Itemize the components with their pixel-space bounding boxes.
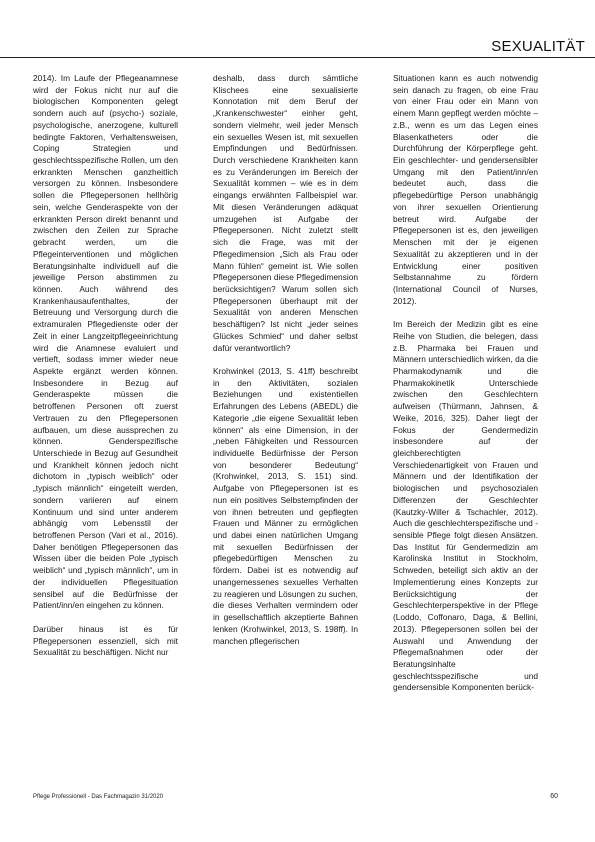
paragraph: Darüber hinaus ist es für Pflegepersonen essenziell, sich mit Sexualität zu beschäftigen. Nicht nur bbox=[33, 623, 178, 658]
paragraph: deshalb, dass durch sämtliche Klischees eine sexualisierte Konnotation mit dem Beruf der „Krankenschwester“ einher geht, sondern vielmehr, weil jeder Mensch ein sexuelles Wesen ist, mit sexuellen Empfindungen und Bedürfnissen. Durch verschiedene Krankheiten kann es zu Veränderungen im Bereich der Sexualität kommen – wie es in dem eingangs erwähnten Fallbeispiel war. Mit diesen Veränderungen adäquat umzugehen ist Aufgabe der Pflegepersonen. Nicht zuletzt stellt sich die Frage, was mit der Pflegedimension „Sich als Frau oder Mann fühlen“ gemeint ist. Wie sollen Pflegepersonen diese Pflegedimension berücksichtigen? Warum sollen sich Pflegepersonen überhaupt mit der Sexualität von anderen Menschen beschäftigen? Ist nicht „jeder seines Glückes Schmied“ und daher selbst dafür verantwortlich? bbox=[213, 73, 358, 353]
paragraph: Situationen kann es auch notwendig sein danach zu fragen, ob eine Frau von einer Frau oder ein Mann von einem Mann gepflegt werden möchte – z.B., wenn es um das Legen eines Blasenkatheters oder die Durchführung der Körperpflege geht. Ein geschlechter- und gendersensibler Umgang mit den Patient/inn/en bedeutet auch, dass die pflegebedürftige Person unabhängig von ihrer sexuellen Orientierung betreut wird. Aufgabe der Pflegepersonen ist es, den jeweiligen Menschen mit der je eigenen Sexualität zu akzeptieren und in der Entwicklung einer positiven Selbstannahme zu fördern (International Council of Nurses, 2012). bbox=[393, 73, 538, 306]
footer-publication: Pflege Professionell - Das Fachmagazin 31/2020 bbox=[33, 794, 164, 800]
text-column-1 bbox=[33, 73, 178, 659]
paragraph: 2014). Im Laufe der Pflegeanamnese wird der Fokus nicht nur auf die biologischen Komponenten gelegt sondern auch auf (psycho-) soziale, psychologische, anerzogene, kulturell bedingte Faktoren, Verhaltensweisen, Coping Strategien und geschlechtsspezifische Rollen, um den erkrankten Menschen ganzheitlich versorgen zu können. Insbesondere sollen die Pflegepersonen hellhörig sein, welche Genderaspekte von der erkrankten Person direkt benannt und zwischen den Zeilen zur Sprache gebracht werden, um die Pflegeinterventionen und möglichen Beratungsinhalte individuell auf die jeweilige Person abstimmen zu können. Auch während des Krankenhausaufenthaltes, der Betreuung und Versorgung durch die extramuralen Pflegedienste oder der Zeit in einer Langzeitpflegeeinrichtung wird die Anamnese evaluiert und vertieft, sodass immer wieder neue Aspekte ergänzt werden können. Insbesondere in Bezug auf Genderaspekte müssen die betroffenen Personen oft zuerst Vertrauen zu den Pflegepersonen aufbauen, um diese aussprechen zu können. Genderspezifische Unterschiede in Bezug auf Gesundheit und Krankheit können jedoch nicht dichotom in „typisch weiblich“ oder „typisch männlich“ eingeteilt werden, sondern variieren auf einem Kontinuum und sind unter anderem abhängig vom Lebensstil der betroffenen Person (Vari et al., 2016). Daher benötigen Pflegepersonen das Wissen über die beiden Pole „typisch weiblich“ und „typisch männlich“, um in der individuellen Pflegesituation sensibel auf die Bedürfnisse der Patient/inn/en eingehen zu können. bbox=[33, 73, 178, 611]
paragraph: Krohwinkel (2013, S. 41ff) beschreibt in den Aktivitäten, sozialen Beziehungen und existentiellen Erfahrungen des Lebens (ABEDL) die Kategorie „die eigene Sexualität leben können“ als eine Dimension, in der „neben Fähigkeiten und Ressourcen individuelle Bedürfnisse der Person von besonderer Bedeutung“ (Krohwinkel, 2013, S. 151) sind. Aufgabe von Pflegepersonen ist es nun ein positives Selbstempfinden der von ihnen betreuten und gepflegten Frauen und Männer zu ermöglichen und dabei einen natürlichen Umgang mit sexuellen Bedürfnissen der pflegebedürftigen Menschen zu fördern. Dabei ist es notwendig auf unangemessenes sexuelles Verhalten zu reagieren und Lösungen zu suchen, die dieses Verhalten vermindern oder in gesellschaftlich akzeptierte Bahnen lenken (Krohwinkel, 2013, S. 198ff). In manchen pflegerischen bbox=[213, 365, 358, 646]
text-column-3 bbox=[393, 73, 538, 694]
page-number: 60 bbox=[550, 793, 558, 800]
section-title: SEXUALITÄT bbox=[491, 38, 585, 55]
paragraph: Im Bereich der Medizin gibt es eine Reihe von Studien, die belegen, dass z.B. Pharmaka bei Frauen und Männern unterschiedlich wirken, da die Pharmakodynamik und die Pharmakokinetik Unterschiede zwischen den Geschlechtern aufweisen (Thürmann, Jahnsen, & Weike, 2016, 325). Daher liegt der Fokus der Gendermedizin insbesondere auf der gleichberechtigten Verschiedenartigkeit von Frauen und Männern und der Identifikation der biologischen und psychosozialen Differenzen der Geschlechter (Kautzky-Willer & Tschachler, 2012). Auch die geschlechterspezifische und -sensible Pflege folgt diesen Ansätzen. Das Institut für Gendermedizin am Karolinska Institut in Stockholm, Schweden, beteiligt sich aktiv an der Implementierung eines Konzepts zur Berücksichtigung der Geschlechterperspektive in der Pflege (Loddo, Coffonaro, Daga, & Bellini, 2013). Pflegepersonen sollen bei der Auswahl und Anwendung der Pflegemaßnahmen oder der Beratungsinhalte geschlechtsspezifische und gendersensible Komponenten berück- bbox=[393, 319, 538, 693]
header-rule bbox=[0, 57, 595, 58]
text-column-2 bbox=[213, 73, 358, 647]
